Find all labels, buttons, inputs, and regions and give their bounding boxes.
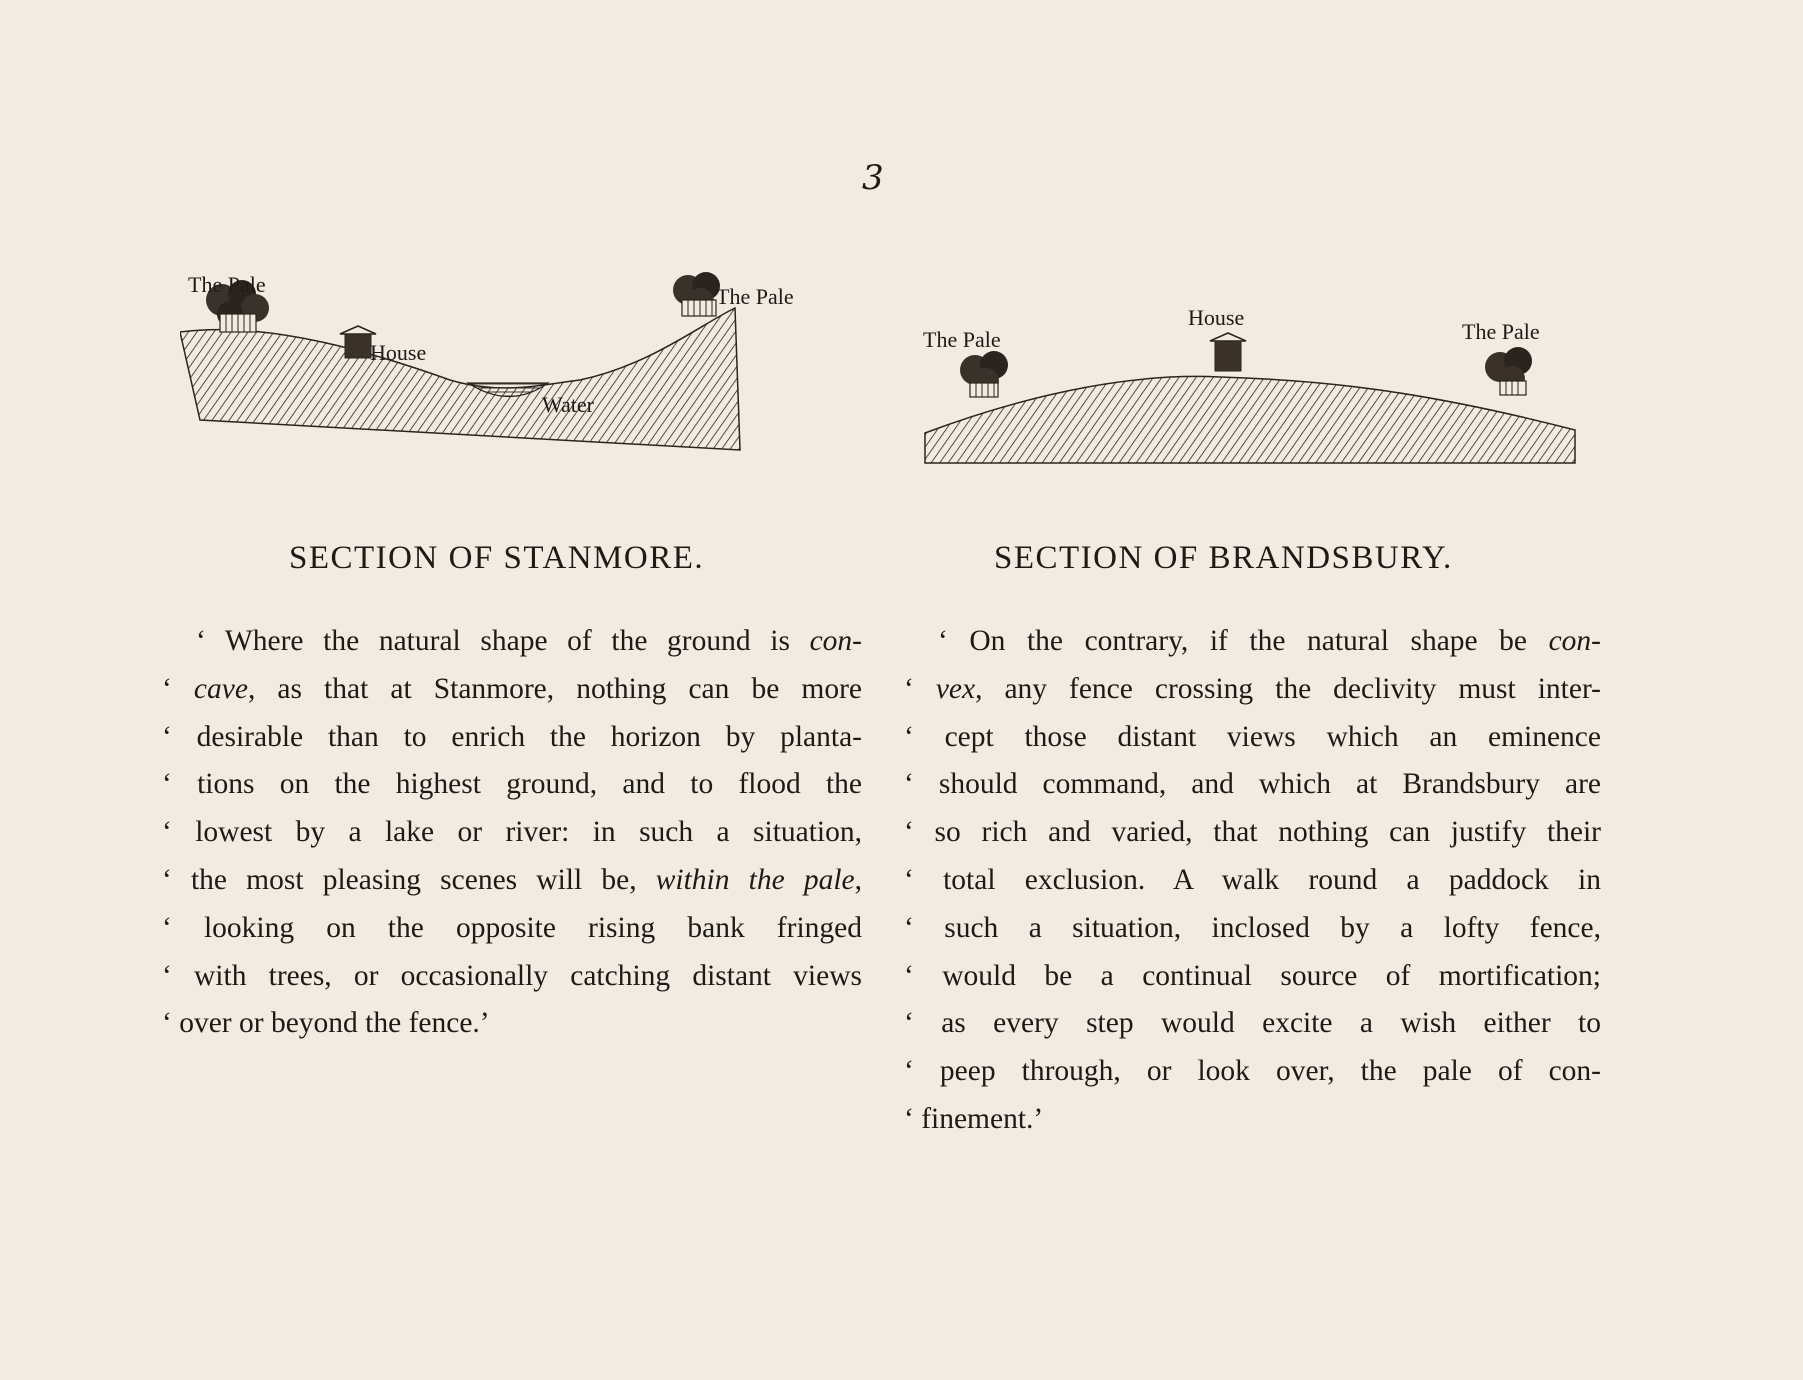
quote-segment: ‘ so rich and varied, that nothing can justify their bbox=[904, 816, 1601, 849]
quote-line bbox=[162, 953, 862, 1001]
quote-line bbox=[162, 857, 862, 905]
brandsbury-section-figure bbox=[920, 295, 1585, 470]
stanmore-label-pale-left: The Pale bbox=[188, 272, 266, 297]
quote-italic-segment: con- bbox=[1548, 625, 1601, 657]
stanmore-ground bbox=[180, 308, 740, 450]
quote-segment: ‘ such a situation, inclosed by a lofty fence, bbox=[904, 911, 1601, 944]
quote-line bbox=[904, 761, 1601, 809]
caption-stanmore: SECTION OF STANMORE. bbox=[289, 540, 705, 576]
quote-line bbox=[162, 714, 862, 762]
brandsbury-ground bbox=[925, 376, 1575, 463]
quote-line bbox=[162, 618, 862, 666]
brandsbury-pale-right-tree bbox=[1485, 347, 1532, 395]
quote-segment: ‘ should command, and which at Brandsbury are bbox=[904, 768, 1601, 801]
quote-brandsbury bbox=[904, 618, 1601, 1144]
quote-segment: , any fence crossing the declivity must inter- bbox=[975, 672, 1602, 705]
quote-line bbox=[162, 809, 862, 857]
quote-segment: ‘ would be a continual source of mortification; bbox=[904, 959, 1601, 992]
quote-segment: ‘ Where the natural shape of the ground is bbox=[196, 625, 810, 657]
quote-line bbox=[162, 761, 862, 809]
stanmore-label-water: Water bbox=[542, 392, 594, 417]
quote-segment: ‘ total exclusion. A walk round a paddock in bbox=[904, 863, 1601, 896]
stanmore-section-figure bbox=[180, 270, 860, 490]
page-number: 3 bbox=[862, 158, 884, 198]
quote-segment: ‘ finement.’ bbox=[904, 1102, 1044, 1135]
quote-line bbox=[904, 1048, 1601, 1096]
quote-segment: ‘ peep through, or look over, the pale of con- bbox=[904, 1055, 1601, 1088]
quote-segment: ‘ desirable than to enrich the horizon by planta- bbox=[162, 720, 862, 753]
quote-line bbox=[904, 857, 1601, 905]
quote-stanmore bbox=[162, 618, 862, 1048]
brandsbury-label-pale-right: The Pale bbox=[1462, 319, 1540, 344]
quote-line bbox=[162, 905, 862, 953]
stanmore-label-pale-right: The Pale bbox=[716, 284, 794, 309]
quote-line bbox=[904, 618, 1601, 666]
quote-line bbox=[162, 1000, 862, 1048]
stanmore-pale-right-tree bbox=[673, 272, 720, 316]
brandsbury-pale-left-tree bbox=[960, 351, 1008, 397]
quote-italic-segment: cave bbox=[193, 672, 248, 705]
quote-segment: ‘ bbox=[904, 672, 936, 705]
quote-segment: ‘ the most pleasing scenes will be, bbox=[162, 863, 656, 896]
brandsbury-engraving bbox=[920, 295, 1585, 470]
caption-brandsbury: SECTION OF BRANDSBURY. bbox=[994, 540, 1453, 576]
quote-segment: ‘ On the contrary, if the natural shape be bbox=[938, 625, 1549, 657]
brandsbury-label-pale-left: The Pale bbox=[923, 327, 1001, 352]
quote-line bbox=[904, 1096, 1601, 1144]
quote-line bbox=[904, 714, 1601, 762]
quote-segment: ‘ with trees, or occasionally catching distant views bbox=[162, 959, 862, 992]
quote-line bbox=[904, 1000, 1601, 1048]
quote-segment: ‘ as every step would excite a wish either to bbox=[904, 1007, 1601, 1040]
quote-segment: , bbox=[854, 863, 862, 896]
quote-segment: ‘ lowest by a lake or river: in such a situation, bbox=[162, 816, 862, 849]
quote-segment: , as that at Stanmore, nothing can be more bbox=[247, 672, 862, 705]
quote-line bbox=[904, 666, 1601, 714]
quote-segment: ‘ tions on the highest ground, and to flood the bbox=[162, 768, 862, 801]
quote-segment: ‘ looking on the opposite rising bank fringed bbox=[162, 911, 862, 944]
brandsbury-label-house: House bbox=[1188, 305, 1245, 330]
quote-line bbox=[904, 809, 1601, 857]
quote-italic-segment: con- bbox=[809, 625, 862, 657]
quote-segment: ‘ bbox=[162, 672, 194, 705]
quote-line bbox=[904, 953, 1601, 1001]
quote-line bbox=[904, 905, 1601, 953]
stanmore-label-house: House bbox=[370, 340, 427, 365]
quote-line bbox=[162, 666, 862, 714]
brandsbury-house bbox=[1210, 333, 1246, 371]
quote-segment: ‘ cept those distant views which an eminence bbox=[904, 720, 1601, 753]
quote-italic-segment: vex bbox=[935, 672, 976, 705]
quote-italic-segment: within the pale bbox=[655, 863, 855, 896]
stanmore-engraving bbox=[180, 270, 860, 490]
quote-segment: ‘ over or beyond the fence.’ bbox=[162, 1007, 490, 1040]
